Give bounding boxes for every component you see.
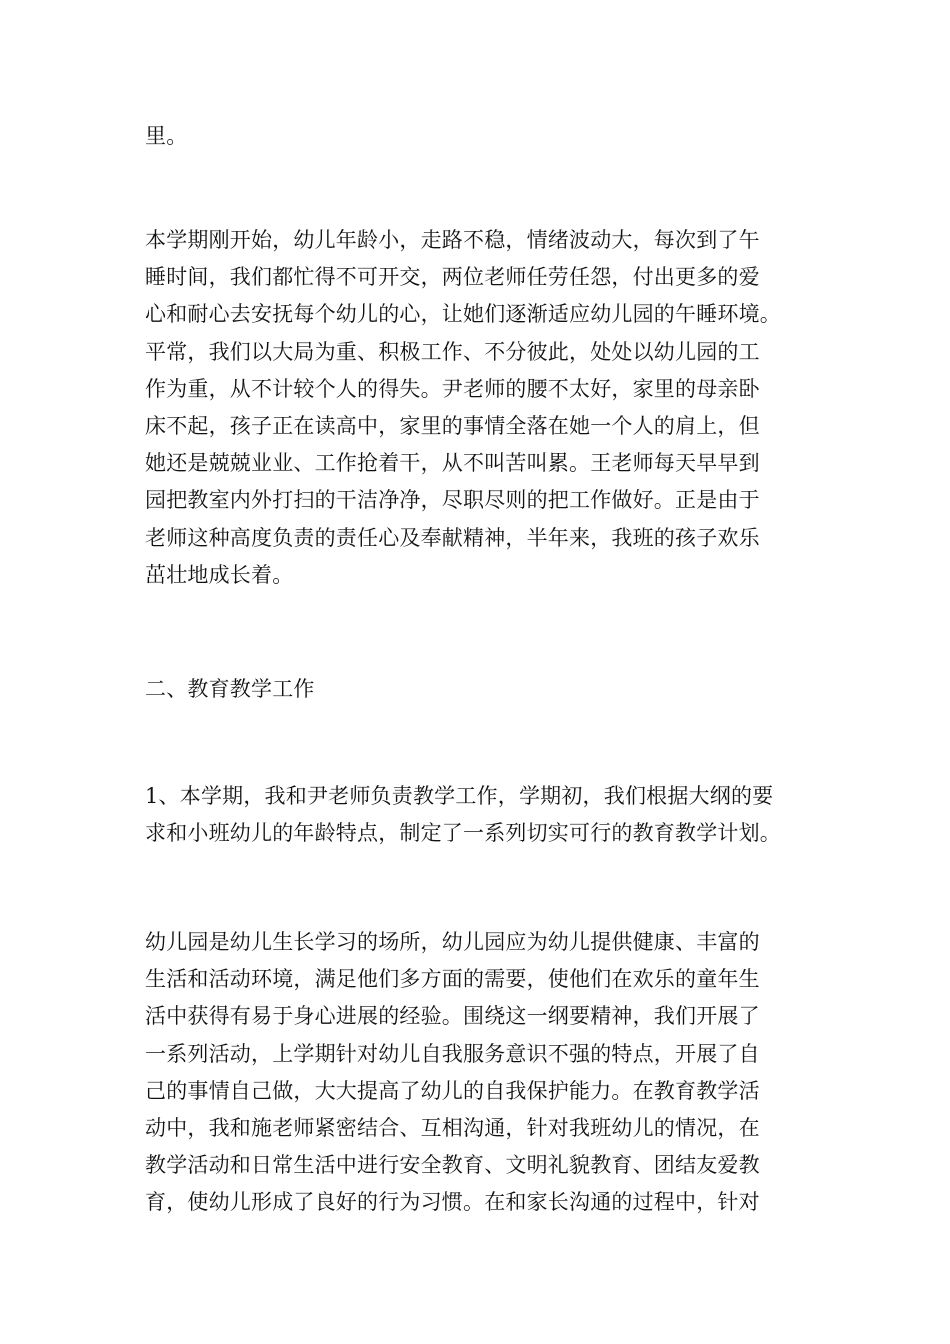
text-line: 教学活动和日常生活中进行安全教育、文明礼貌教育、团结友爱教 [145, 1153, 760, 1178]
section-heading [145, 671, 807, 708]
text-line: 里。 [145, 124, 188, 148]
text-line: 活中获得有易于身心进展的经验。围绕这一纲要精神，我们开展了 [145, 1004, 760, 1029]
text-line: 己的事情自己做，大大提高了幼儿的自我保护能力。在教育教学活 [145, 1078, 760, 1103]
text-line: 茁壮地成长着。 [145, 562, 294, 587]
text-line: 求和小班幼儿的年龄特点，制定了一系列切实可行的教育教学计划。 [145, 821, 781, 846]
paragraph-nap-care [145, 222, 807, 594]
paragraph-teaching-plan [145, 778, 807, 852]
text-line: 老师这种高度负责的责任心及奉献精神，半年来，我班的孩子欢乐 [145, 525, 760, 550]
text-line: 作为重，从不计较个人的得失。尹老师的腰不太好，家里的母亲卧 [145, 376, 760, 401]
text-line: 本学期刚开始，幼儿年龄小，走路不稳，情绪波动大，每次到了午 [145, 228, 760, 252]
text-line: 动中，我和施老师紧密结合、互相沟通，针对我班幼儿的情况，在 [145, 1116, 760, 1141]
text-line: 床不起，孩子正在读高中，家里的事情全落在她一个人的肩上，但 [145, 414, 760, 439]
heading-text: 二、教育教学工作 [145, 677, 315, 701]
text-line: 睡时间，我们都忙得不可开交，两位老师任劳任怨，付出更多的爱 [145, 265, 760, 290]
paragraph-continuation [145, 118, 807, 155]
text-line: 平常，我们以大局为重、积极工作、不分彼此，处处以幼儿园的工 [145, 339, 760, 364]
text-line: 1、本学期，我和尹老师负责教学工作，学期初，我们根据大纲的要 [145, 784, 774, 808]
text-line: 幼儿园是幼儿生长学习的场所，幼儿园应为幼儿提供健康、丰富的 [145, 930, 760, 954]
text-line: 一系列活动，上学期针对幼儿自我服务意识不强的特点，开展了自 [145, 1041, 760, 1066]
text-line: 心和耐心去安抚每个幼儿的心，让她们逐渐适应幼儿园的午睡环境。 [145, 302, 781, 327]
paragraph-kindergarten-activities [145, 924, 807, 1222]
text-line: 生活和活动环境，满足他们多方面的需要，使他们在欢乐的童年生 [145, 967, 760, 992]
text-line: 育，使幼儿形成了良好的行为习惯。在和家长沟通的过程中，针对 [145, 1190, 760, 1215]
text-line: 园把教室内外打扫的干洁净净，尽职尽则的把工作做好。正是由于 [145, 488, 760, 513]
text-line: 她还是兢兢业业、工作抢着干，从不叫苦叫累。王老师每天早早到 [145, 451, 760, 476]
